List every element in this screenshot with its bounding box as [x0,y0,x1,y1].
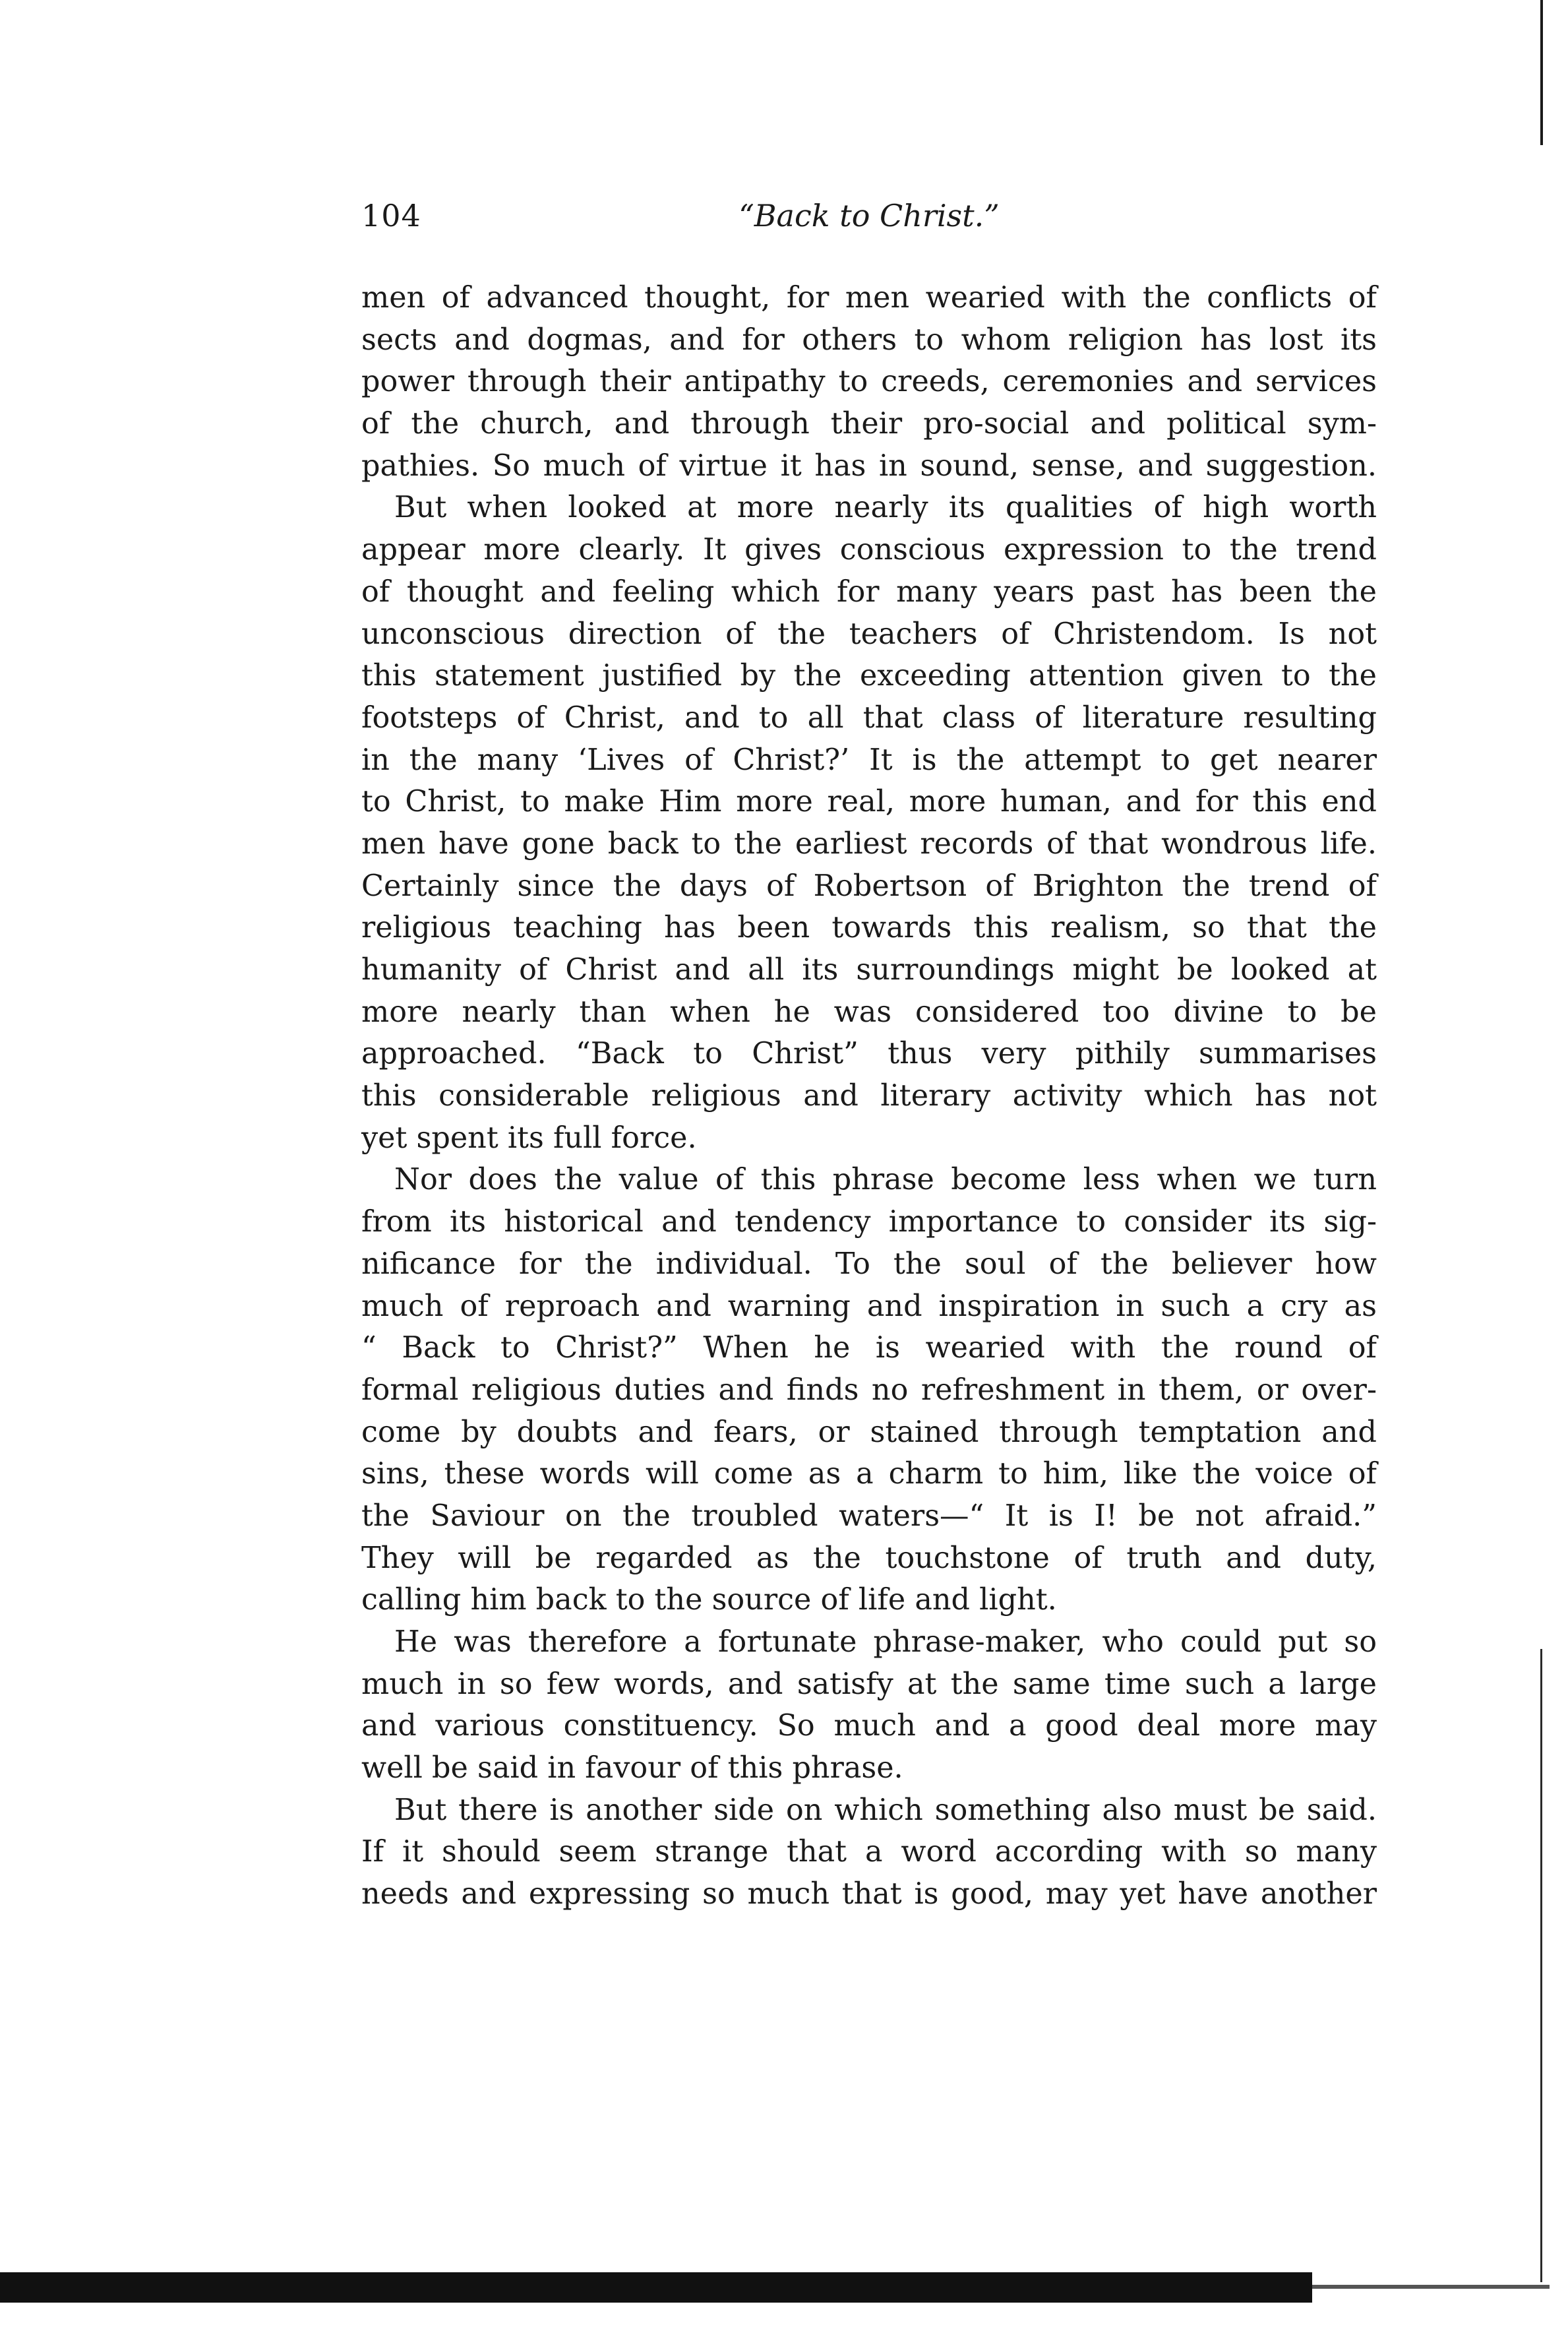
text-line: Nor does the value of this phrase become less when we turn [394,1163,1377,1197]
text-line: approached. “Back to Christ” thus very pithily summarises [361,1037,1377,1071]
text-line: formal religious duties and finds no refreshment in them, or over- [361,1373,1377,1407]
text-line: He was therefore a fortunate phrase-maker, who could put so [394,1625,1377,1659]
page-edge-line-bottom [1540,1649,1542,2282]
text-line: “ Back to Christ?” When he is wearied with the round of [361,1331,1377,1365]
text-line: more nearly than when he was considered too divine to be [361,995,1377,1029]
text-line: unconscious direction of the teachers of Christendom. Is not [361,617,1377,651]
text-line: Certainly since the days of Robertson of Brighton the trend of [361,869,1377,903]
page-edge-line-top [1540,0,1543,145]
scan-border-bottom-thin [1312,2285,1550,2289]
text-line: come by doubts and fears, or stained through temptation and [361,1415,1377,1449]
text-line: appear more clearly. It gives conscious expression to the trend [361,533,1377,567]
text-line: to Christ, to make Him more real, more human, and for this end [361,785,1377,819]
text-line: sects and dogmas, and for others to whom religion has lost its [361,323,1377,357]
text-line: footsteps of Christ, and to all that class of literature resulting [361,700,1377,735]
text-line: power through their antipathy to creeds, ceremonies and services [361,365,1377,399]
text-line: well be said in favour of this phrase. [361,1751,903,1786]
text-line: But when looked at more nearly its qualities of high worth [394,491,1377,525]
scan-border-bottom [0,2272,1312,2303]
text-line: much of reproach and warning and inspiration in such a cry as [361,1289,1377,1323]
text-line: religious teaching has been towards this realism, so that the [361,911,1377,945]
text-line: in the many ‘Lives of Christ?’ It is the attempt to get nearer [361,743,1377,777]
text-line: of thought and feeling which for many years past has been the [361,574,1377,609]
page-header [361,198,1377,251]
text-line: sins, these words will come as a charm to him, like the voice of [361,1457,1377,1491]
text-line: But there is another side on which something also must be said. [394,1793,1377,1827]
text-line: of the church, and through their pro-social and political sym- [361,407,1377,441]
text-line: pathies. So much of virtue it has in sound, sense, and suggestion. [361,449,1377,483]
text-line: They will be regarded as the touchstone of truth and duty, [361,1541,1377,1575]
text-line: If it should seem strange that a word according with so many [361,1835,1377,1869]
text-line: humanity of Christ and all its surroundings might be looked at [361,953,1377,987]
text-line: and various constituency. So much and a good deal more may [361,1709,1377,1743]
text-line: this statement justified by the exceeding attention given to the [361,659,1377,693]
page-number: 104 [361,198,421,233]
running-title: “Back to Christ.” [739,198,1000,233]
text-line: the Saviour on the troubled waters—“ It is I! be not afraid.” [361,1499,1377,1533]
text-line: yet spent its full force. [361,1121,697,1155]
text-line: nificance for the individual. To the soul of the believer how [361,1247,1377,1281]
text-line: calling him back to the source of life and light. [361,1583,1057,1617]
text-line: from its historical and tendency importance to consider its sig- [361,1205,1377,1239]
body-text [361,277,1377,1915]
page-edge [1528,0,1555,2329]
text-line: much in so few words, and satisfy at the same time such a large [361,1667,1377,1701]
text-line: men have gone back to the earliest records of that wondrous life. [361,826,1377,861]
text-line: needs and expressing so much that is good, may yet have another [361,1877,1377,1911]
text-line: men of advanced thought, for men wearied with the conflicts of [361,281,1377,315]
text-line: this considerable religious and literary activity which has not [361,1079,1377,1113]
